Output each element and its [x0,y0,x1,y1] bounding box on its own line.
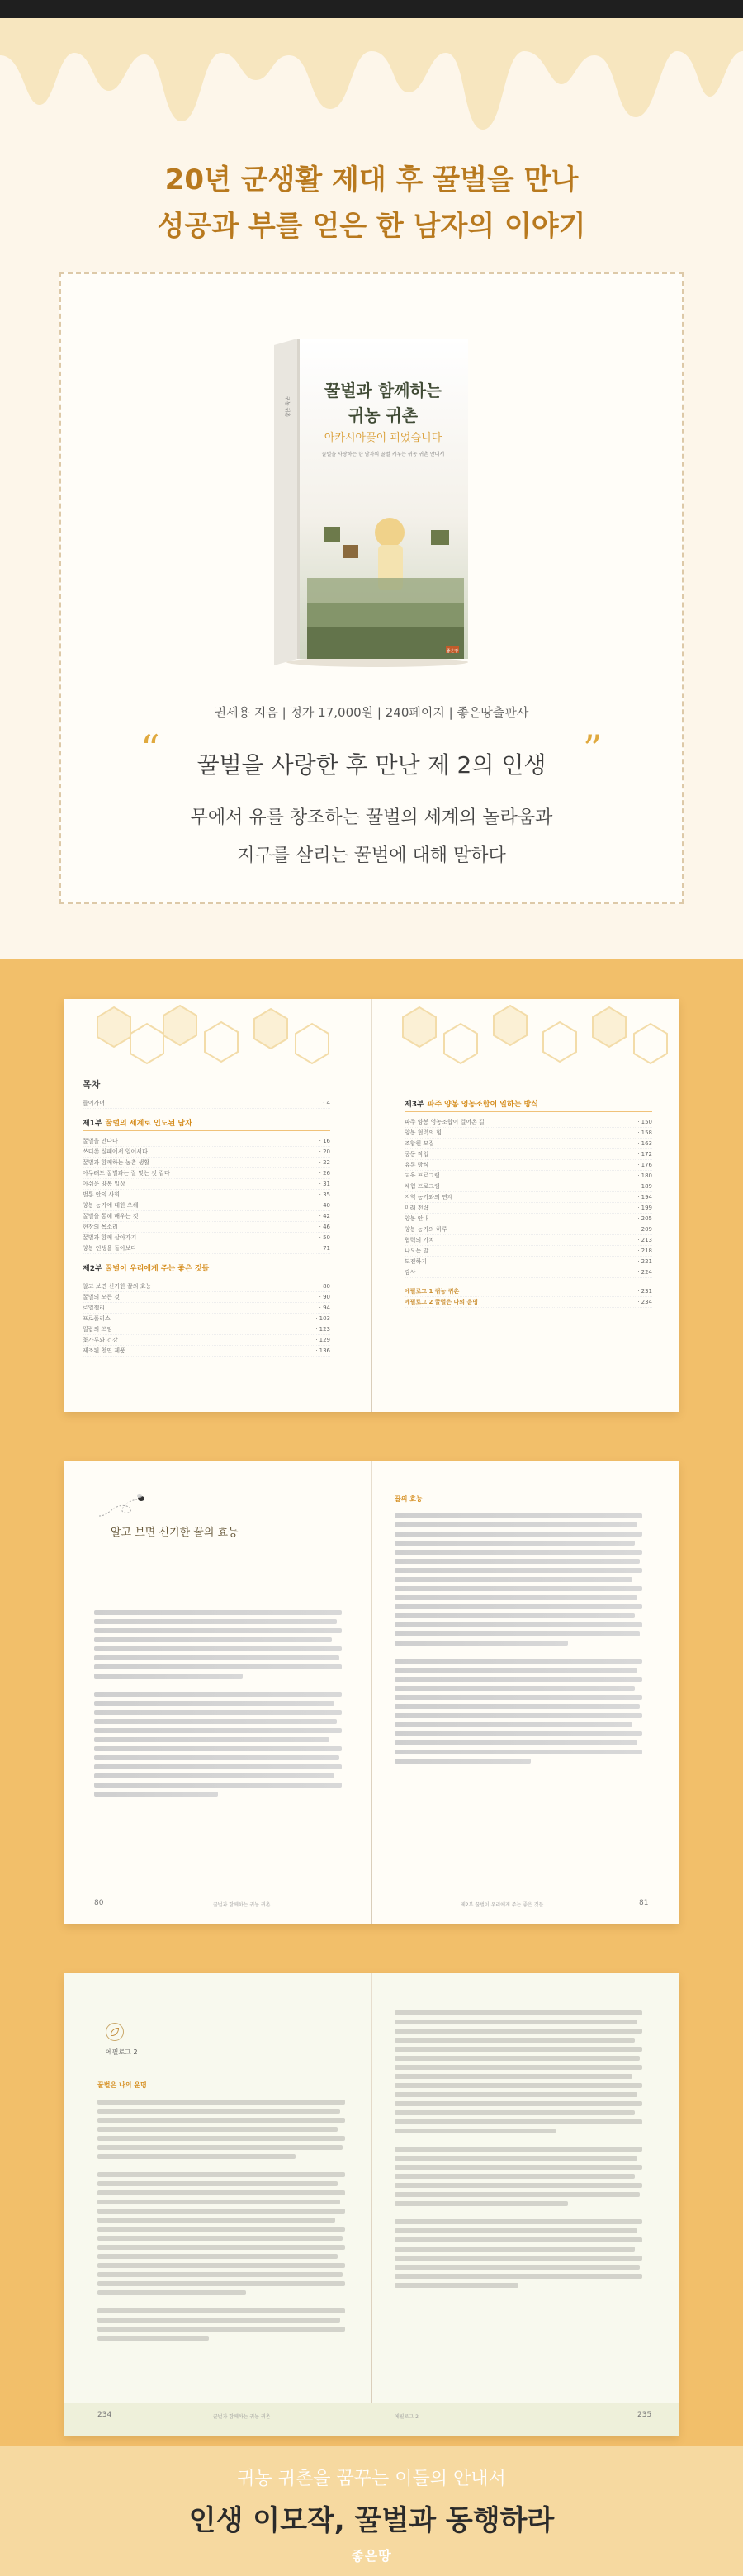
toc-row[interactable] [405,1203,652,1214]
toc-row[interactable] [83,1168,330,1179]
toc-row-page: · 31 [319,1181,330,1187]
toc-row-label: 나오는 말 [405,1248,429,1254]
toc-row-label: 감사 [405,1269,416,1276]
toc-row[interactable] [83,1200,330,1211]
toc-row-label: 파주 양봉 영농조합이 걸어온 길 [405,1119,485,1125]
toc-row-label: 협력의 가치 [405,1237,435,1243]
quote-open-mark: “ [140,727,160,771]
toc-row[interactable] [405,1286,652,1297]
toc-row-label: 벌통 안의 사회 [83,1191,121,1198]
toc-row[interactable] [405,1297,652,1308]
toc-row-label: 도전하기 [405,1258,428,1265]
toc-row[interactable] [83,1292,330,1303]
toc-row-label: 양봉 안내 [405,1215,429,1222]
page-bottom-band [64,2403,679,2436]
toc-row-page: · 35 [319,1191,330,1198]
toc-row-page: · 199 [637,1205,652,1211]
toc-row-page: · 150 [637,1119,652,1125]
toc-row-page: · 50 [319,1234,330,1241]
toc-part-heading: 제1부 꿀벌의 세계로 인도된 남자 [83,1117,330,1131]
toc-row-page: · 224 [637,1269,652,1276]
toc-row[interactable] [405,1149,652,1160]
toc-row-label: 공동 작업 [405,1151,429,1158]
page-fold [371,1973,372,2436]
toc-row[interactable] [83,1233,330,1243]
book-cover-caption: 꿀벌을 사랑하는 한 남자의 꿀벌 키우는 귀농 귀촌 안내서 [321,452,445,457]
closing-title: 인생 이모작, 꿀벌과 동행하라 [188,2504,555,2537]
toc-row-page: · 163 [637,1140,652,1147]
sub-text-line2: 지구를 살리는 꿀벌에 대해 말하다 [237,845,506,866]
toc-row-label: 지역 농가와의 연계 [405,1194,453,1200]
toc-row-page: · 194 [637,1194,652,1200]
quote-close-mark: ” [583,727,603,771]
toc-row-page: · 158 [637,1129,652,1136]
toc-row-page: · 136 [315,1347,330,1354]
body-text-block [395,1509,642,1766]
sub-text [0,799,743,875]
toc-row[interactable] [83,1335,330,1346]
toc-list [405,1117,652,1278]
body-text-block [395,2006,642,2290]
toc-row[interactable] [83,1190,330,1200]
toc-row-label: 양봉 인생을 돌아보다 [83,1245,137,1252]
book-publisher-mark: 좋은땅 [446,649,459,654]
toc-row-page: · 80 [319,1283,330,1290]
toc-row-page: · 123 [315,1326,330,1333]
toc-row-page: · 172 [637,1151,652,1158]
toc-row-label: 꿀벌을 만나다 [83,1138,118,1144]
toc-row-label: 꿀벌과 함께 살아가기 [83,1234,137,1241]
toc-row-label: 양봉 협력의 힘 [405,1129,442,1136]
toc-row[interactable] [83,1281,330,1292]
toc-row[interactable] [405,1171,652,1181]
page-footer: 제2부 꿀벌이 우리에게 주는 좋은 것들 [461,1902,544,1908]
toc-row[interactable] [83,1314,330,1324]
toc-row[interactable] [83,1222,330,1233]
toc-row-label: 현장의 목소리 [83,1224,118,1230]
sub-text-line1: 무에서 유를 창조하는 꿀벌의 세계의 놀라움과 [190,807,553,828]
hero-title-line2: 성공과 부를 얻은 한 남자의 이야기 [157,210,586,243]
toc-row-label: 밀랍의 쓰임 [83,1326,113,1333]
page-footer: 에필로그 2 [395,2414,419,2420]
toc-row-page: · 180 [637,1172,652,1179]
toc-row-page: · 94 [319,1305,330,1311]
page-number: 81 [639,1899,649,1907]
toc-part-heading: 제2부 꿀벌이 우리에게 주는 좋은 것들 [83,1262,330,1276]
toc-row-page: · 16 [319,1138,330,1144]
toc-title: 목차 [83,1079,101,1090]
closing-subtitle: 귀농 귀촌을 꿈꾸는 이들의 안내서 [237,2469,506,2489]
book-cover [274,339,468,669]
toc-row[interactable] [83,1346,330,1357]
book-cover-title2: 귀농 귀촌 [348,405,419,425]
section-heading: 꿀벌은 나의 운명 [97,2081,147,2089]
toc-row-page: · 46 [319,1224,330,1230]
toc-row-page: · 231 [637,1288,652,1295]
book-cover-subtitle: 아카시아꽃이 피었습니다 [324,432,442,444]
toc-row-page: · 71 [319,1245,330,1252]
toc-row-page: · 26 [319,1170,330,1177]
toc-right-column [405,1098,652,1308]
toc-row-page: · 189 [637,1183,652,1190]
toc-row[interactable] [405,1246,652,1257]
toc-list [83,1136,330,1254]
toc-row[interactable] [405,1235,652,1246]
toc-row-label: 로열젤리 [83,1305,106,1311]
toc-row-label: 알고 보면 신기한 꿀의 효능 [83,1283,152,1290]
toc-row[interactable] [405,1160,652,1171]
toc-row[interactable] [83,1303,330,1314]
toc-row-page: · 218 [637,1248,652,1254]
toc-row[interactable] [405,1224,652,1235]
toc-row-page: · 205 [637,1215,652,1222]
honey-drip-decoration [0,18,743,150]
toc-row[interactable] [83,1211,330,1222]
toc-row-label: 꿀벌과 함께하는 농촌 생활 [83,1159,150,1166]
toc-epilogue-list [405,1286,652,1308]
toc-row-page: · 90 [319,1294,330,1300]
epilogue-label: 에필로그 2 [106,2048,138,2056]
toc-spread [64,999,679,1412]
toc-row-label: 양봉 농가에 대한 오해 [83,1202,139,1209]
toc-row-label: 체험 프로그램 [405,1183,440,1190]
toc-row-label: 꽃가루와 건강 [83,1337,118,1343]
toc-list [83,1281,330,1357]
quote-text: 꿀벌을 사랑한 후 만난 제 2의 인생 [196,751,547,779]
toc-row-page: · 176 [637,1162,652,1168]
toc-row-page: · 103 [315,1315,330,1322]
toc-row-label: 아쉬운 양봉 일상 [83,1181,125,1187]
toc-row[interactable] [83,1147,330,1158]
toc-row-page: · 20 [319,1148,330,1155]
toc-row-page: · 234 [637,1299,652,1305]
page-number: 80 [94,1899,104,1907]
page-footer: 꿀벌과 함께하는 귀농 귀촌 [213,1902,271,1908]
toc-row[interactable] [405,1257,652,1267]
toc-row-label: 유통 방식 [405,1162,429,1168]
toc-part-heading: 제3부 파주 양봉 영농조합이 일하는 방식 [405,1098,652,1112]
toc-row[interactable] [405,1117,652,1128]
toc-row-page: · 213 [637,1237,652,1243]
top-bar [0,0,743,18]
page-fold [371,1461,372,1924]
toc-row[interactable] [83,1324,330,1335]
body-text-block [97,2095,345,2343]
toc-row-label: 제조된 천연 제품 [83,1347,125,1354]
toc-row[interactable] [405,1181,652,1192]
page-heading: 알고 보면 신기한 꿀의 효능 [111,1527,239,1539]
toc-row-label: 미래 전략 [405,1205,429,1211]
toc-row-page: · 129 [315,1337,330,1343]
toc-row[interactable] [83,1136,330,1147]
book-meta: 권세용 지음 | 정가 17,000원 | 240페이지 | 좋은땅출판사 [214,705,529,720]
toc-row-label: 꿀벌의 모든 것 [83,1294,121,1300]
toc-row-page: · 22 [319,1159,330,1166]
toc-row-label: 아무래도 꿀벌과는 잘 맞는 것 같다 [83,1170,170,1177]
toc-row[interactable] [83,1158,330,1168]
toc-row-page: · 40 [319,1202,330,1209]
book-cover-title1: 꿀벌과 함께하는 [324,381,442,400]
toc-row-page: · 221 [637,1258,652,1265]
toc-row-label: 에필로그 2 꿀벌은 나의 운명 [405,1299,479,1305]
toc-row-label: 조합원 모집 [405,1140,435,1147]
page-number: 234 [97,2411,112,2419]
toc-left-column [83,1098,330,1357]
leaf-icon [106,2023,124,2041]
hero-title [0,157,743,249]
toc-row-label: 교육 프로그램 [405,1172,440,1179]
toc-row-page: · 42 [319,1213,330,1219]
publisher-logo: 좋은땅 [351,2548,392,2564]
toc-row-label: 꿀벌을 통해 배우는 것 [83,1213,139,1219]
toc-row[interactable] [405,1139,652,1149]
toc-row[interactable] [405,1192,652,1203]
page-number: 235 [637,2411,652,2419]
toc-row[interactable] [405,1214,652,1224]
hero-title-line1: 20년 군생활 제대 후 꿀벌을 만나 [164,163,579,197]
page-footer: 꿀벌과 함께하는 귀농 귀촌 [213,2414,271,2420]
sample-spread-1 [64,1461,679,1924]
toc-row-page: · 209 [637,1226,652,1233]
body-text-block [94,1606,342,1799]
section-heading: 꿀의 효능 [395,1495,423,1503]
book-spine-text: 귀농 귀촌 [284,396,290,418]
toc-row-label: 양봉 농가의 하루 [405,1226,447,1233]
toc-row[interactable] [405,1267,652,1278]
sample-spread-2 [64,1973,679,2436]
toc-row[interactable] [83,1243,330,1254]
toc-row-label: 프로폴리스 [83,1315,111,1322]
toc-row-label: 쓰디쓴 실패에서 일어서다 [83,1148,148,1155]
toc-row[interactable]: 들어가며 · 4 [83,1098,330,1109]
toc-row-label: 에필로그 1 귀농 귀촌 [405,1288,460,1295]
toc-row[interactable] [405,1128,652,1139]
bee-path-icon [97,1494,147,1519]
toc-row[interactable] [83,1179,330,1190]
page-fold [371,999,372,1412]
